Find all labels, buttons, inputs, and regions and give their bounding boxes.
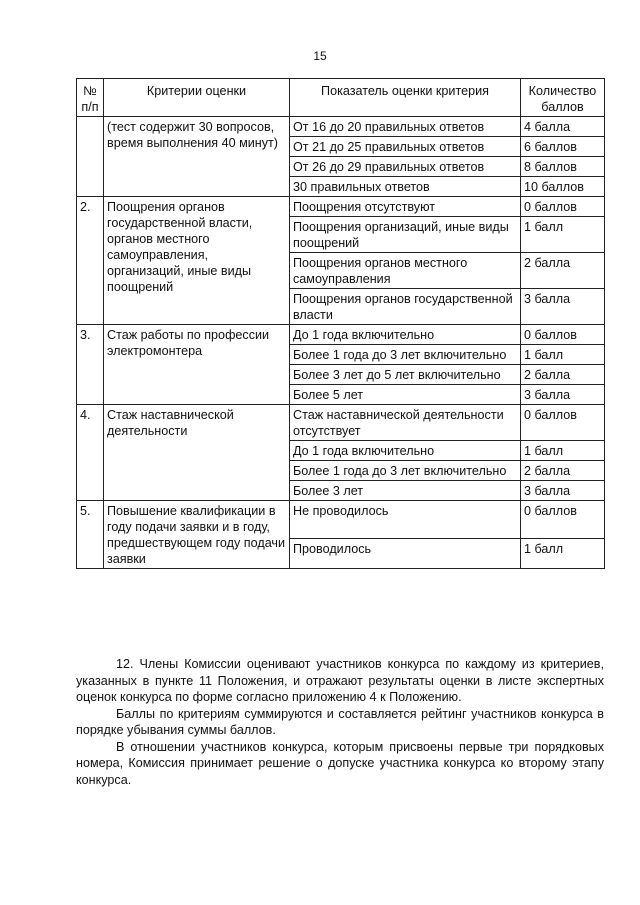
- points-cell: 1 балл: [521, 539, 605, 569]
- indicator-cell: 30 правильных ответов: [290, 177, 521, 197]
- row-number: 5.: [77, 501, 104, 569]
- row-number: 4.: [77, 405, 104, 501]
- table-row: [77, 117, 605, 137]
- points-cell: 3 балла: [521, 481, 605, 501]
- points-cell: 6 баллов: [521, 137, 605, 157]
- table-row: [77, 501, 605, 539]
- paragraph-12: 12. Члены Комиссии оценивают участников конкурса по каждому из критериев, указанных в пункте 11 Положения, и отражают результаты оценки в листе экспертных оценок конкурса по форме согласно приложению 4 к Положению.: [76, 657, 604, 704]
- indicator-cell: Поощрения организаций, иные виды поощрений: [290, 217, 521, 253]
- table-header-row: [77, 79, 605, 117]
- table-row: [77, 197, 605, 217]
- criteria-table: [76, 78, 605, 569]
- indicator-cell: Поощрения органов государственной власти: [290, 289, 521, 325]
- indicator-cell: Поощрения отсутствуют: [290, 197, 521, 217]
- indicator-cell: Более 5 лет: [290, 385, 521, 405]
- indicator-cell: До 1 года включительно: [290, 325, 521, 345]
- table-row: [77, 325, 605, 345]
- criterion-cell: Стаж наставнической деятельности: [104, 405, 290, 501]
- points-cell: 10 баллов: [521, 177, 605, 197]
- criterion-cell: Поощрения органов государственной власти, органов местного самоуправления, организаций, иные виды поощрений: [104, 197, 290, 325]
- table-row: [77, 405, 605, 441]
- body-text: [76, 656, 604, 788]
- criterion-cell: Стаж работы по профессии электромонтера: [104, 325, 290, 405]
- points-cell: 2 балла: [521, 365, 605, 385]
- points-cell: 1 балл: [521, 441, 605, 461]
- indicator-cell: Более 1 года до 3 лет включительно: [290, 461, 521, 481]
- indicator-cell: До 1 года включительно: [290, 441, 521, 461]
- points-cell: 8 баллов: [521, 157, 605, 177]
- criterion-cell: Повышение квалификации в году подачи заявки и в году, предшествующем году подачи заявки: [104, 501, 290, 569]
- indicator-cell: Проводилось: [290, 539, 521, 569]
- indicator-cell: Более 3 лет: [290, 481, 521, 501]
- points-cell: 0 баллов: [521, 197, 605, 217]
- indicator-cell: Более 3 лет до 5 лет включительно: [290, 365, 521, 385]
- indicator-cell: От 16 до 20 правильных ответов: [290, 117, 521, 137]
- paragraph-admission: В отношении участников конкурса, которым присвоены первые три порядковых номера, Комиссия принимает решение о допуске участника конкурса ко второму этапу конкурса.: [76, 739, 604, 787]
- points-cell: 0 баллов: [521, 501, 605, 539]
- paragraph-scoring: Баллы по критериям суммируются и составляется рейтинг участников конкурса в порядке убывания суммы баллов.: [76, 706, 604, 737]
- points-cell: 1 балл: [521, 345, 605, 365]
- points-cell: 4 балла: [521, 117, 605, 137]
- row-number: 3.: [77, 325, 104, 405]
- indicator-cell: От 21 до 25 правильных ответов: [290, 137, 521, 157]
- points-cell: 3 балла: [521, 385, 605, 405]
- indicator-cell: Поощрения органов местного самоуправления: [290, 253, 521, 289]
- indicator-cell: Стаж наставнической деятельности отсутствует: [290, 405, 521, 441]
- points-cell: 3 балла: [521, 289, 605, 325]
- points-cell: 0 баллов: [521, 325, 605, 345]
- row-number: 2.: [77, 197, 104, 325]
- header-number: № п/п: [77, 79, 104, 117]
- points-cell: 2 балла: [521, 253, 605, 289]
- header-points: Количество баллов: [521, 79, 605, 117]
- indicator-cell: Не проводилось: [290, 501, 521, 539]
- indicator-cell: От 26 до 29 правильных ответов: [290, 157, 521, 177]
- indicator-cell: Более 1 года до 3 лет включительно: [290, 345, 521, 365]
- row-number: [77, 117, 104, 197]
- points-cell: 2 балла: [521, 461, 605, 481]
- header-criterion: Критерии оценки: [104, 79, 290, 117]
- header-indicator: Показатель оценки критерия: [290, 79, 521, 117]
- points-cell: 0 баллов: [521, 405, 605, 441]
- points-cell: 1 балл: [521, 217, 605, 253]
- page-number: 15: [313, 49, 327, 63]
- criterion-cell: (тест содержит 30 вопросов, время выполнения 40 минут): [104, 117, 290, 197]
